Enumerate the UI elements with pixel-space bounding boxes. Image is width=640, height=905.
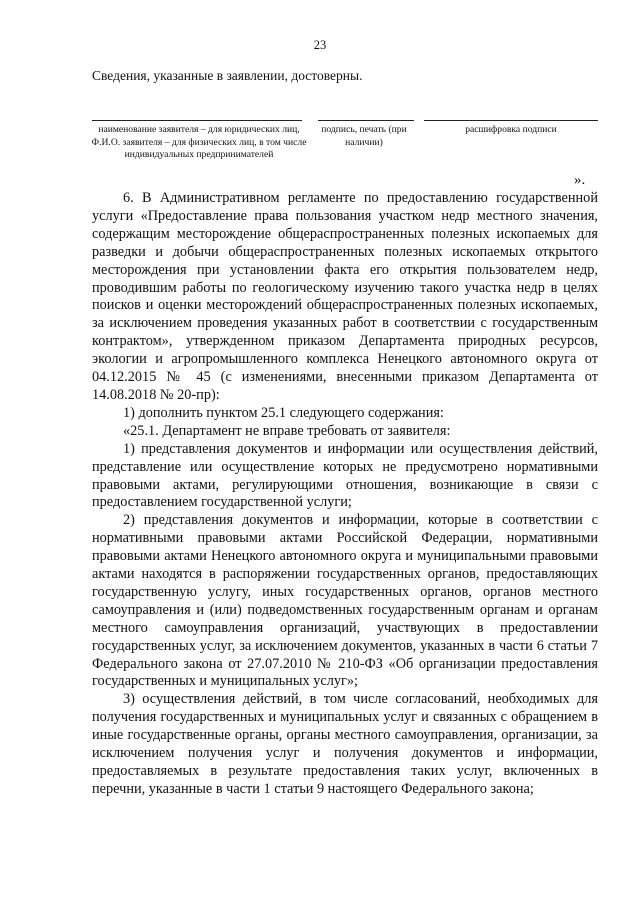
body-text: [92, 190, 598, 799]
signature-line: [318, 120, 414, 121]
signature-decoding-caption: расшифровка подписи: [465, 124, 557, 135]
applicant-name-line: [92, 120, 302, 121]
paragraph-subitem-2: 2) представления документов и информации, которые в соответствии с нормативными правовыми актами Российской Федерации, нормативными правовыми актами Ненецкого автономного округа и муниципальными правовыми актами находятся в распоряжении государственных органов, предоставляющих государственную услугу, иных государственных органов, органов местного самоуправления и (или) подведомственных государственным органам и органам местного самоуправления организаций, участвующих в предоставлении государственных услуг, за исключением документов, указанных в части 6 статьи 7 Федерального закона от 27.07.2010 № 210-ФЗ «Об организации предоставления государственных и муниципальных услуг»;: [92, 512, 598, 690]
statement-text: Сведения, указанные в заявлении, достоверны.: [92, 68, 363, 83]
signature-caption: подпись, печать (при наличии): [321, 124, 407, 148]
page-number: 23: [313, 38, 327, 52]
applicant-name-caption: наименование заявителя – для юридических лиц, Ф.И.О. заявителя – для физических лиц, в том числе индивидуальных предпринимателей: [91, 124, 307, 160]
paragraph-subitem-3: 3) осуществления действий, в том числе согласований, необходимых для получения государственных и муниципальных услуг и связанных с обращением в иные государственные органы, органы местного самоуправления, организации, за исключением получения услуг и получения документов и информации, предоставляемых в результате предоставления таких услуг, включенных в перечни, указанные в части 1 статьи 9 настоящего Федерального закона;: [92, 691, 598, 797]
paragraph-subitem-1: 1) представления документов и информации или осуществления действий, представление или осуществление которых не предусмотрено нормативными правовыми актами, регулирующими отношения, возникающие в связи с предоставлением государственной услуги;: [92, 440, 598, 511]
signature-decoding-line: [424, 120, 598, 121]
paragraph-item-1: 1) дополнить пунктом 25.1 следующего содержания:: [123, 404, 444, 421]
paragraph-amendment-6: 6. В Административном регламенте по предоставлению государственной услуги «Предоставление права пользования участком недр местного значения, содержащим месторождение общераспространенных полезных ископаемых для разведки и добычи общераспространенных полезных ископаемых открытого месторождения при установлении факта его открытия пользователем недр, проводившим работы по геологическому изучению такого участка недр в целях поисков и оценки месторождений общераспространенных полезных ископаемых, за исключением проведения указанных работ в соответствии с государственным контрактом», утвержденном приказом Департамента природных ресурсов, экологии и агропромышленного комплекса Ненецкого автономного округа от 04.12.2015 № 45 (с изменениями, внесенными приказом Департамента от 14.08.2018 № 20-пр):: [92, 190, 598, 403]
paragraph-clause-25-1: «25.1. Департамент не вправе требовать от заявителя:: [123, 422, 451, 439]
closing-quote: ».: [574, 172, 586, 188]
